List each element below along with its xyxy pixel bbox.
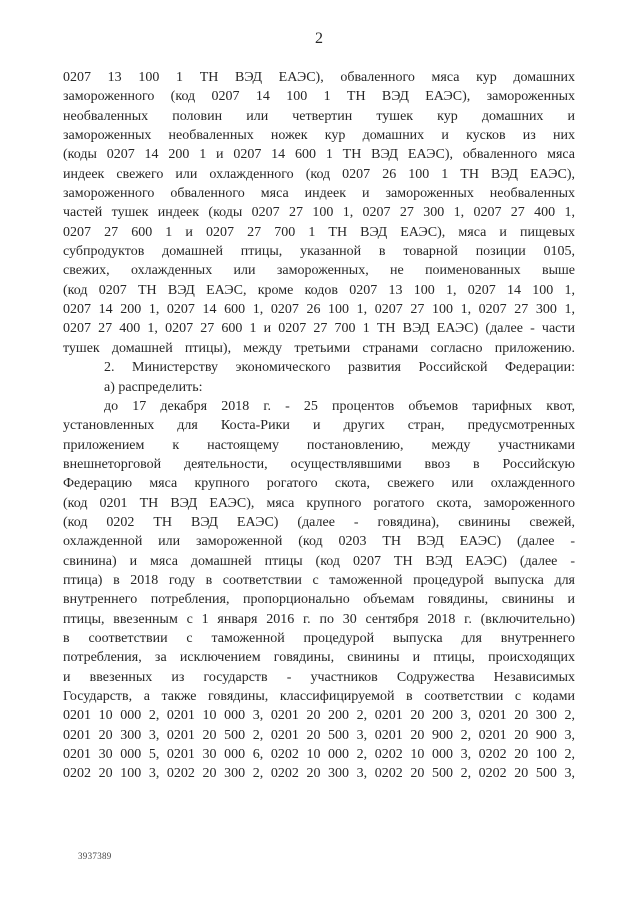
text-line: 0207 14 200 1, 0207 14 600 1, 0207 26 100 1, 0207 27 100 1, 0207 27 300 1, (63, 302, 575, 318)
document-body (63, 68, 575, 784)
footer-code: 3937389 (78, 851, 112, 861)
text-line: внешнеторговой деятельности, осуществлявшими ввоз в Российскую (63, 456, 575, 472)
text-line: частей тушек индеек (коды 0207 27 100 1, 0207 27 300 1, 0207 27 400 1, (63, 205, 575, 221)
text-line: 0201 10 000 2, 0201 10 000 3, 0201 20 200 2, 0201 20 200 3, 0201 20 300 2, (63, 708, 575, 724)
text-line: 0201 20 300 3, 0201 20 500 2, 0201 20 500 3, 0201 20 900 2, 0201 20 900 3, (63, 727, 575, 743)
text-line: 0202 20 100 3, 0202 20 300 2, 0202 20 300 3, 0202 20 500 2, 0202 20 500 3, (63, 766, 575, 782)
text-line: (код 0207 ТН ВЭД ЕАЭС, кроме кодов 0207 13 100 1, 0207 14 100 1, (63, 282, 575, 298)
text-line: установленных для Коста-Рики и других стран, предусмотренных (63, 418, 575, 434)
text-line: индеек свежего или охлажденного (код 0207 26 100 1 ТН ВЭД ЕАЭС), (63, 166, 575, 182)
text-line: 2. Министерству экономического развития Российской Федерации: (104, 360, 575, 376)
text-line: и ввезенных из государств - участников Содружества Независимых (63, 669, 575, 685)
text-line: внутреннего потребления, пропорционально объемам говядины, свинины и (63, 592, 575, 608)
text-line: замороженных необваленных ножек кур домашних и кусков из них (63, 128, 575, 144)
text-line: свинина) и мяса домашней птицы (код 0207 ТН ВЭД ЕАЭС) (далее - (63, 553, 575, 569)
page-number: 2 (315, 30, 323, 47)
text-line: в соответствии с таможенной процедурой выпуска для внутреннего (63, 630, 575, 646)
text-line: потребления, за исключением говядины, свинины и птицы, происходящих (63, 650, 575, 666)
text-line: замороженного (код 0207 14 100 1 ТН ВЭД ЕАЭС), замороженных (63, 89, 575, 105)
text-line: (код 0202 ТН ВЭД ЕАЭС) (далее - говядина), свинины свежей, (63, 514, 575, 530)
text-line: Федерацию мяса крупного рогатого скота, свежего или охлажденного (63, 476, 575, 492)
text-line: (коды 0207 14 200 1 и 0207 14 600 1 ТН ВЭД ЕАЭС), обваленного мяса (63, 147, 575, 163)
text-line: охлажденной или замороженной (код 0203 ТН ВЭД ЕАЭС) (далее - (63, 534, 575, 550)
text-line: до 17 декабря 2018 г. - 25 процентов объемов тарифных квот, (104, 398, 575, 414)
text-line: (код 0201 ТН ВЭД ЕАЭС), мяса крупного рогатого скота, замороженного (63, 495, 575, 511)
text-line: птица) в 2018 году в соответствии с таможенной процедурой выпуска для (63, 572, 575, 588)
text-line: а) распределить: (104, 379, 203, 395)
text-line: приложением к настоящему постановлению, между участниками (63, 437, 575, 453)
text-line: 0207 27 400 1, 0207 27 600 1 и 0207 27 700 1 ТН ВЭД ЕАЭС) (далее - части (63, 321, 575, 337)
text-line: замороженного обваленного мяса индеек и замороженных необваленных (63, 186, 575, 202)
text-line: 0207 27 600 1 и 0207 27 700 1 ТН ВЭД ЕАЭС), мяса и пищевых (63, 224, 575, 240)
text-line: птицы, ввезенным с 1 января 2016 г. по 30 сентября 2018 г. (включительно) (63, 611, 575, 627)
text-line: тушек домашней птицы), между третьими странами согласно приложению. (63, 340, 575, 356)
text-line: 0207 13 100 1 ТН ВЭД ЕАЭС), обваленного мяса кур домашних (63, 70, 575, 85)
text-line: Государств, а также говядины, классифицируемой в соответствии с кодами (63, 689, 575, 704)
text-line: субпродуктов домашней птицы, указанной в товарной позиции 0105, (63, 244, 575, 260)
text-line: свежих, охлажденных или замороженных, не поименованных выше (63, 263, 575, 279)
text-line: 0201 30 000 5, 0201 30 000 6, 0202 10 000 2, 0202 10 000 3, 0202 20 100 2, (63, 747, 575, 763)
text-line: необваленных половин или четвертин тушек кур домашних и (63, 108, 575, 124)
